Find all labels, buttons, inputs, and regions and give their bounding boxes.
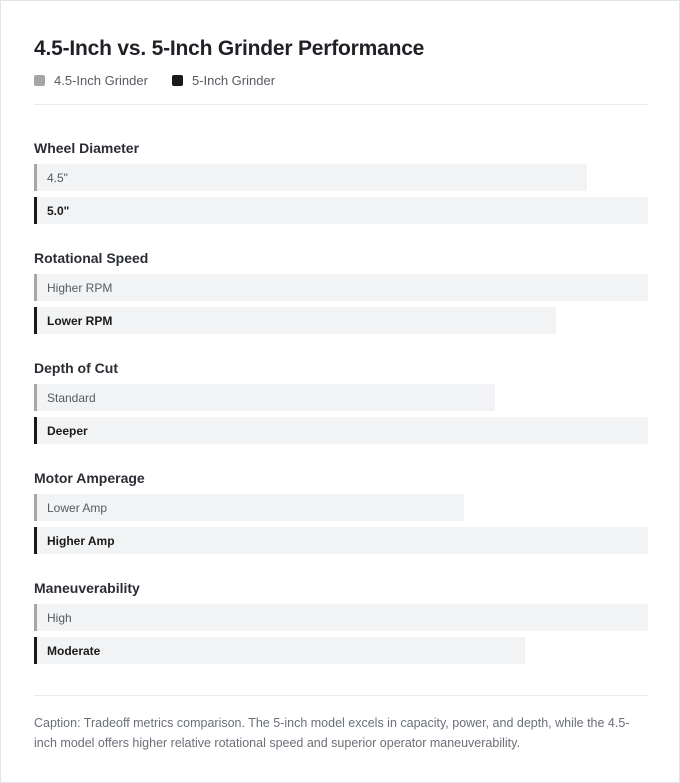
legend-item-4-5-inch bbox=[34, 73, 148, 88]
legend-label-4-5-inch: 4.5-Inch Grinder bbox=[54, 73, 148, 88]
legend-swatch-5-inch bbox=[172, 75, 183, 86]
bar-group bbox=[34, 248, 648, 358]
bar-value-label: High bbox=[47, 610, 72, 625]
bar-row bbox=[34, 637, 648, 664]
legend-swatch-4-5-inch bbox=[34, 75, 45, 86]
bar-value-label: Higher Amp bbox=[47, 533, 115, 548]
bar-group bbox=[34, 468, 648, 578]
category-label: Maneuverability bbox=[34, 580, 140, 596]
bar-row bbox=[34, 527, 648, 554]
bar-row bbox=[34, 417, 648, 444]
bar-groups bbox=[34, 138, 648, 688]
bar-4-5-inch bbox=[34, 164, 587, 191]
bar-row bbox=[34, 197, 648, 224]
bar-4-5-inch bbox=[34, 494, 464, 521]
bar-value-label: Deeper bbox=[47, 423, 88, 438]
bar-5-inch bbox=[34, 197, 648, 224]
bar-row bbox=[34, 307, 648, 334]
bar-row bbox=[34, 274, 648, 301]
bar-4-5-inch bbox=[34, 604, 648, 631]
bar-value-label: Higher RPM bbox=[47, 280, 113, 295]
bar-group bbox=[34, 138, 648, 248]
bar-4-5-inch bbox=[34, 384, 495, 411]
bar-row bbox=[34, 494, 648, 521]
category-label: Motor Amperage bbox=[34, 470, 145, 486]
category-label: Wheel Diameter bbox=[34, 140, 140, 156]
legend bbox=[34, 73, 299, 88]
bar-row bbox=[34, 164, 648, 191]
bar-5-inch bbox=[34, 417, 648, 444]
bar-5-inch bbox=[34, 307, 556, 334]
bar-value-label: Lower Amp bbox=[47, 500, 108, 515]
bar-5-inch bbox=[34, 637, 525, 664]
category-label: Depth of Cut bbox=[34, 360, 118, 376]
legend-label-5-inch: 5-Inch Grinder bbox=[191, 73, 276, 88]
bottom-divider bbox=[34, 695, 648, 696]
bar-row bbox=[34, 604, 648, 631]
bar-value-label: Moderate bbox=[47, 643, 101, 658]
bar-group bbox=[34, 578, 648, 688]
bar-row bbox=[34, 384, 648, 411]
bar-group bbox=[34, 358, 648, 468]
category-label: Rotational Speed bbox=[34, 250, 149, 266]
bar-value-label: 4.5" bbox=[47, 170, 68, 185]
bar-value-label: 5.0" bbox=[47, 203, 70, 218]
chart-caption: Caption: Tradeoff metrics comparison. The 5-inch model excels in capacity, power, and depth, while the 4.5-inch model offers higher relative rotational speed and superior operator maneuverability. bbox=[34, 716, 630, 750]
top-divider bbox=[34, 104, 648, 105]
legend-item-5-inch bbox=[172, 73, 275, 88]
bar-value-label: Lower RPM bbox=[47, 313, 113, 328]
bar-4-5-inch bbox=[34, 274, 648, 301]
bar-5-inch bbox=[34, 527, 648, 554]
bar-value-label: Standard bbox=[47, 390, 96, 405]
chart-title: 4.5-Inch vs. 5-Inch Grinder Performance bbox=[34, 37, 425, 60]
